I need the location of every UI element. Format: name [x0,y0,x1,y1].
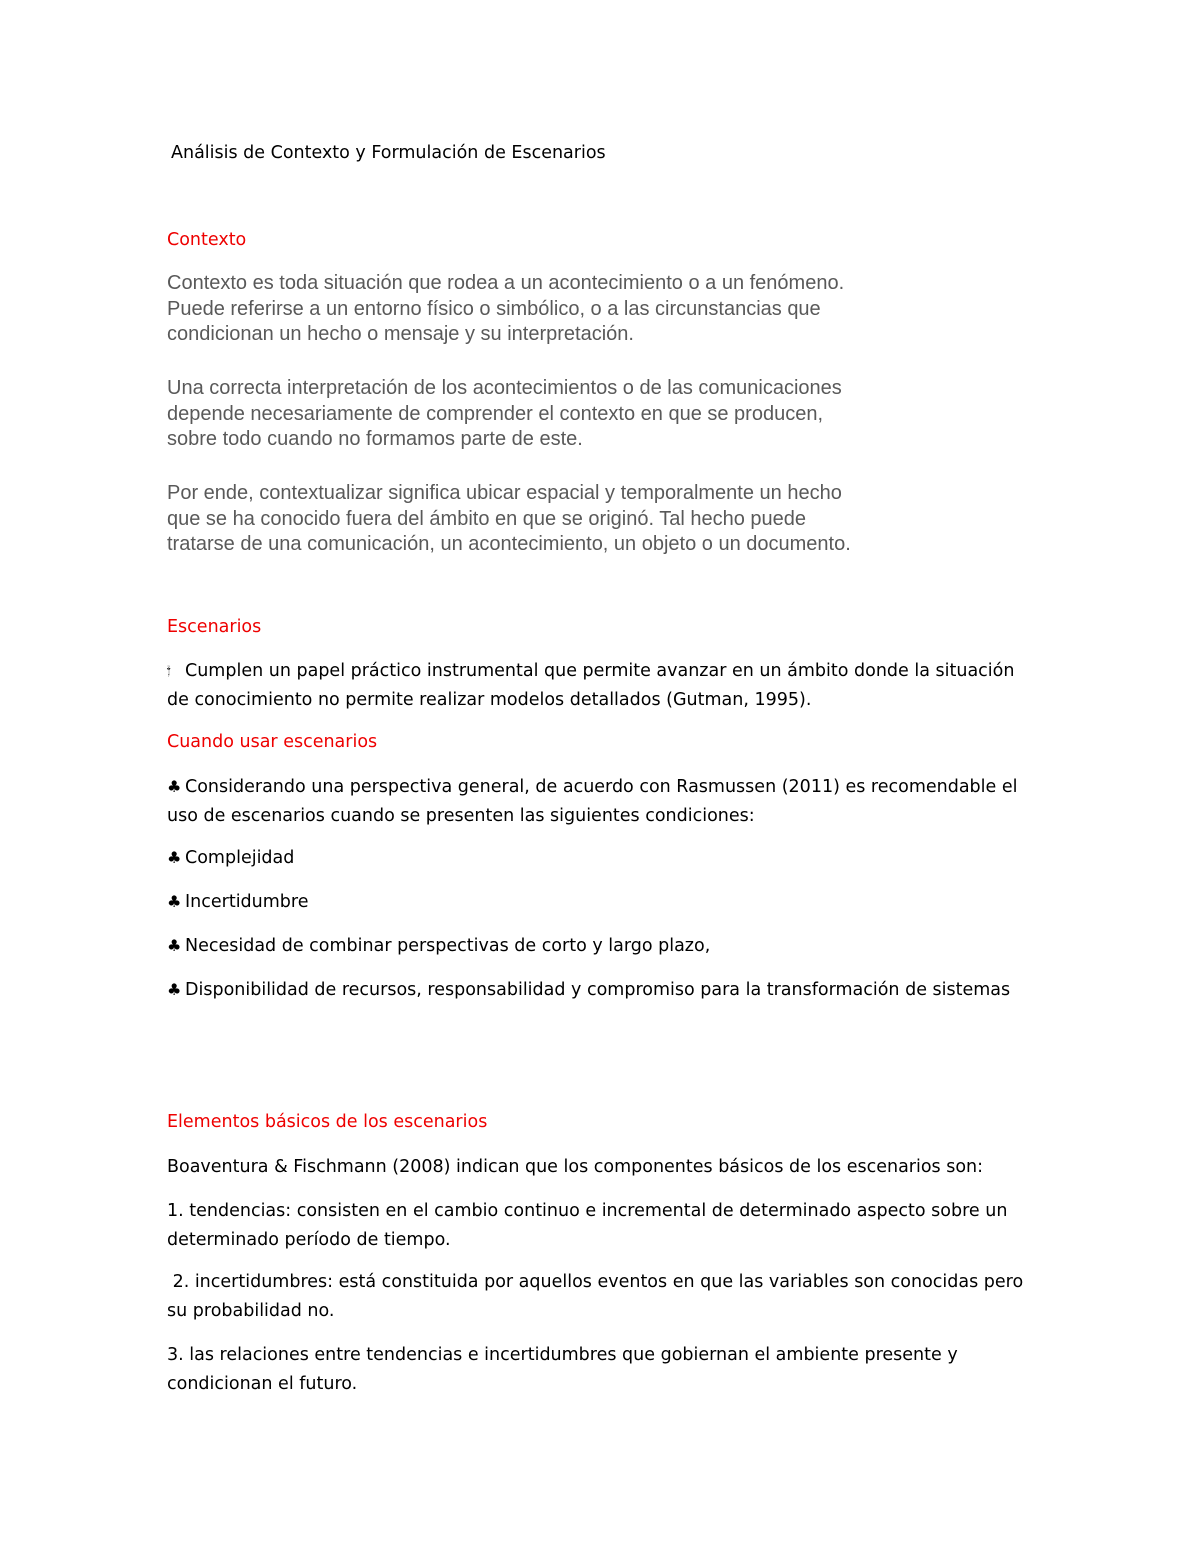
list-item [167,844,294,873]
paragraph-line: Contexto es toda situación que rodea a un acontecimiento o a un fenómeno. [167,272,845,294]
paragraph-line: 2. incertidumbres: está constituida por aquellos eventos en que las variables son conocidas pero [167,1272,1024,1292]
paragraph-line: condicionan el futuro. [167,1373,358,1394]
cuando-intro-paragraph [167,773,1018,830]
heading-escenarios: Escenarios [167,617,262,637]
paragraph-text: Considerando una perspectiva general, de acuerdo con Rasmussen (2011) es recomendable el [185,777,1018,797]
list-item [167,888,309,917]
paragraph-line [167,657,1014,686]
club-bullet-icon: ♣ [167,848,182,867]
paragraph-text: Cumplen un papel práctico instrumental que permite avanzar en un ámbito donde la situación [185,661,1015,681]
paragraph-line: Una correcta interpretación de los acontecimientos o de las comunicaciones [167,377,842,399]
decorative-bullet-icon: 🙯 [167,661,171,680]
paragraph-line: uso de escenarios cuando se presenten las siguientes condiciones: [167,805,755,826]
list-item-text: Incertidumbre [185,892,309,912]
club-bullet-icon: ♣ [167,892,182,911]
list-item [167,932,710,961]
heading-contexto: Contexto [167,230,247,250]
paragraph-line: 1. tendencias: consisten en el cambio continuo e incremental de determinado aspecto sobre un [167,1201,1008,1221]
elementos-intro: Boaventura & Fischmann (2008) indican que los componentes básicos de los escenarios son: [167,1157,984,1177]
list-item-text: Necesidad de combinar perspectivas de corto y largo plazo, [185,936,711,956]
escenarios-paragraph [167,657,1014,714]
elementos-item-1 [167,1197,1007,1254]
paragraph-line: tratarse de una comunicación, un acontecimiento, un objeto o un documento. [167,533,851,555]
paragraph-line: de conocimiento no permite realizar modelos detallados (Gutman, 1995). [167,689,812,710]
contexto-paragraph-2 [167,376,1067,453]
paragraph-line: sobre todo cuando no formamos parte de este. [167,428,583,450]
club-bullet-icon: ♣ [167,980,182,999]
club-bullet-icon: ♣ [167,936,182,955]
paragraph-line: Por ende, contextualizar significa ubicar espacial y temporalmente un hecho [167,482,842,504]
list-item-text: Disponibilidad de recursos, responsabilidad y compromiso para la transformación de sistemas [185,980,1011,1000]
heading-elementos: Elementos básicos de los escenarios [167,1112,488,1132]
club-bullet-icon: ♣ [167,777,182,796]
paragraph-line: determinado período de tiempo. [167,1229,451,1250]
paragraph-line [167,773,1018,802]
paragraph-line: depende necesariamente de comprender el contexto en que se producen, [167,402,824,425]
list-item [167,976,1010,1005]
elementos-item-3 [167,1341,958,1398]
contexto-paragraph-3 [167,481,1067,558]
elementos-item-2 [167,1268,1023,1325]
list-item-text: Complejidad [185,848,295,868]
paragraph-line: que se ha conocido fuera del ámbito en que se originó. Tal hecho puede [167,507,806,530]
document-title: Análisis de Contexto y Formulación de Escenarios [171,143,606,163]
paragraph-line: condicionan un hecho o mensaje y su interpretación. [167,323,634,345]
paragraph-line: su probabilidad no. [167,1300,335,1321]
paragraph-line: Puede referirse a un entorno físico o simbólico, o a las circunstancias que [167,297,821,320]
contexto-paragraph-1 [167,271,1067,348]
heading-cuando-usar: Cuando usar escenarios [167,732,378,752]
paragraph-line: 3. las relaciones entre tendencias e incertidumbres que gobiernan el ambiente presente y [167,1345,958,1365]
